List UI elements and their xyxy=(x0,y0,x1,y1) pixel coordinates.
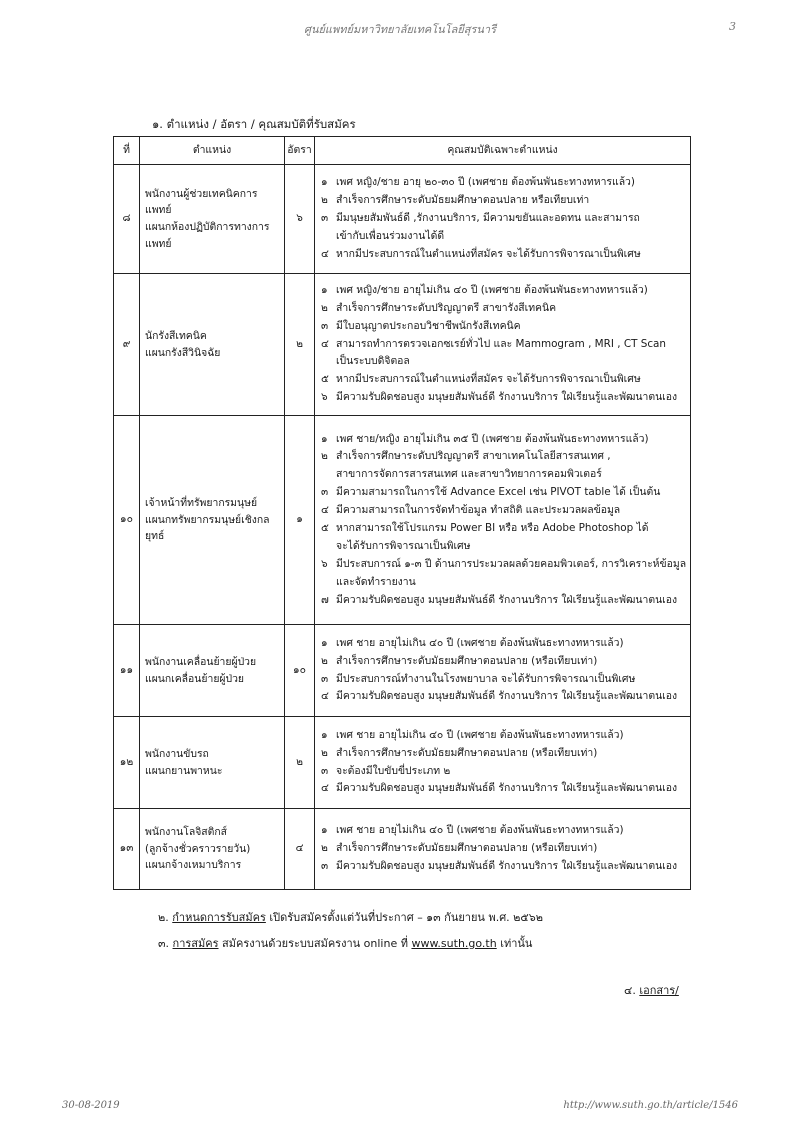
qualification-item xyxy=(321,556,686,574)
qualification-number: ๓ xyxy=(321,764,329,777)
qualification-number: ๒ xyxy=(321,301,328,314)
department-name: แผนกรังสีวินิจฉัย xyxy=(145,346,221,359)
position-name: นักรังสีเทคนิค xyxy=(145,329,207,342)
positions-table xyxy=(113,136,691,890)
qualification-number: ๔ xyxy=(321,504,329,517)
qualification-item xyxy=(321,300,686,318)
qualification-item xyxy=(321,210,686,228)
qualification-text: หากสามารถใช้โปรแกรม Power BI หรือ หรือ Adobe Photoshop ได้ xyxy=(336,522,649,534)
section-3-application xyxy=(158,934,532,952)
qualification-item xyxy=(321,592,686,610)
qualification-text: สำเร็จการศึกษาระดับปริญญาตรี สาขารังสีเทคนิค xyxy=(336,301,557,314)
qualification-number: ๔ xyxy=(321,337,329,350)
qualification-text: เข้ากับเพื่อนร่วมงานได้ดี xyxy=(336,229,445,242)
qualification-number: ๗ xyxy=(321,593,329,606)
rate-cell: ๒ xyxy=(285,274,315,416)
next-page-indicator xyxy=(624,981,679,999)
qualifications-cell xyxy=(315,274,691,416)
qualifications-cell xyxy=(315,625,691,717)
qualification-item xyxy=(321,780,686,798)
section-3-text: สมัครงานด้วยระบบสมัครงาน online ที่ xyxy=(218,937,412,950)
qualification-text: มีความรับผิดชอบสูง มนุษยสัมพันธ์ดี รักงานบริการ ใฝ่เรียนรู้และพัฒนาตนเอง xyxy=(336,391,678,404)
qualification-item xyxy=(321,466,686,484)
qualification-item xyxy=(321,574,686,592)
qualification-number: ๓ xyxy=(321,672,329,685)
table-row xyxy=(114,416,691,625)
row-number: ๘ xyxy=(114,165,140,274)
department-name: แผนกจ้างเหมาบริการ xyxy=(145,859,242,872)
qualification-text: สามารถทำการตรวจเอกซเรย์ทั่วไป และ Mammogram , MRI , CT Scan xyxy=(336,337,667,350)
qualification-text: และจัดทำรายงาน xyxy=(336,575,416,588)
qualification-number: ๔ xyxy=(321,690,329,703)
qualification-item xyxy=(321,653,686,671)
qualification-number: ๒ xyxy=(321,194,328,207)
position-cell xyxy=(140,416,285,625)
qualification-item xyxy=(321,763,686,781)
print-date: 30-08-2019 xyxy=(62,1100,120,1111)
position-name: พนักงานเคลื่อนย้ายผู้ป่วย xyxy=(145,655,257,668)
qualification-item xyxy=(321,688,686,706)
qualification-text: มีใบอนุญาตประกอบวิชาชีพนักรังสีเทคนิค xyxy=(336,319,521,332)
qualification-item xyxy=(321,448,686,466)
qualification-number: ๒ xyxy=(321,842,328,855)
position-name: เจ้าหน้าที่ทรัพยากรมนุษย์ xyxy=(145,497,258,510)
qualification-text: มีความสามารถในการใช้ Advance Excel เช่น PIVOT table ได้ เป็นต้น xyxy=(336,486,661,499)
qualification-number: ๒ xyxy=(321,746,328,759)
department-name: แผนกเคลื่อนย้ายผู้ป่วย xyxy=(145,672,245,685)
qualification-text: หากมีประสบการณ์ในตำแหน่งที่สมัคร จะได้รับการพิจารณาเป็นพิเศษ xyxy=(336,247,641,260)
qualification-item xyxy=(321,282,686,300)
qualifications-cell xyxy=(315,717,691,809)
section-2-schedule xyxy=(158,908,543,926)
qualification-text: มีความสามารถในการจัดทำข้อมูล ทำสถิติ และประมวลผลข้อมูล xyxy=(336,504,621,517)
qualification-item xyxy=(321,858,686,876)
qualification-item xyxy=(321,502,686,520)
qualification-item xyxy=(321,246,686,264)
qualification-text: เพศ ชาย อายุไม่เกิน ๔๐ ปี (เพศชาย ต้องพ้นพันธะทางทหารแล้ว) xyxy=(336,728,624,741)
qualification-number: ๔ xyxy=(321,782,329,795)
qualification-text: มีความรับผิดชอบสูง มนุษยสัมพันธ์ดี รักงานบริการ ใฝ่เรียนรู้และพัฒนาตนเอง xyxy=(336,782,678,795)
qualification-text: มีความรับผิดชอบสูง มนุษยสัมพันธ์ดี รักงานบริการ ใฝ่เรียนรู้และพัฒนาตนเอง xyxy=(336,859,678,872)
qualification-number: ๒ xyxy=(321,450,328,463)
page-number: 3 xyxy=(729,20,736,33)
qualification-text: เพศ หญิง/ชาย อายุ ๒๐-๓๐ ปี (เพศชาย ต้องพ้นพันธะทางทหารแล้ว) xyxy=(336,176,635,189)
row-number: ๑๒ xyxy=(114,717,140,809)
position-cell xyxy=(140,625,285,717)
qualification-text: สำเร็จการศึกษาระดับปริญญาตรี สาขาเทคโนโลยีสารสนเทศ , xyxy=(336,450,611,463)
department-name: แผนกห้องปฏิบัติการทางการแพทย์ xyxy=(145,221,270,250)
qualification-text: เพศ ชาย อายุไม่เกิน ๔๐ ปี (เพศชาย ต้องพ้นพันธะทางทหารแล้ว) xyxy=(336,636,624,649)
section-2-text: เปิดรับสมัครตั้งแต่วันที่ประกาศ – ๑๓ กันยายน พ.ศ. ๒๕๖๒ xyxy=(265,911,543,924)
qualification-number: ๓ xyxy=(321,319,329,332)
column-header-rate: อัตรา xyxy=(285,137,315,165)
qualification-text: สำเร็จการศึกษาระดับมัธยมศึกษาตอนปลาย หรือเทียบเท่า xyxy=(336,194,590,207)
qualification-item xyxy=(321,727,686,745)
qualification-number: ๖ xyxy=(321,557,328,570)
qualification-item xyxy=(321,192,686,210)
qualification-number: ๑ xyxy=(321,824,328,837)
column-header-position: ตำแหน่ง xyxy=(140,137,285,165)
qualification-text: มีประสบการณ์ ๑-๓ ปี ด้านการประมวลผลด้วยคอมพิวเตอร์, การวิเคราะห์ข้อมูล xyxy=(336,557,686,570)
position-name: พนักงานผู้ช่วยเทคนิคการแพทย์ xyxy=(145,187,258,217)
qualification-text: มีมนุษยสัมพันธ์ดี ,รักงานบริการ, มีความขยันและอดทน และสามารถ xyxy=(336,212,640,225)
qualification-text: จะได้รับการพิจารณาเป็นพิเศษ xyxy=(336,539,471,552)
qualification-text: สำเร็จการศึกษาระดับมัธยมศึกษาตอนปลาย (หรือเทียบเท่า) xyxy=(336,746,598,759)
qualification-number: ๓ xyxy=(321,212,329,225)
rate-cell: ๖ xyxy=(285,165,315,274)
qualification-number: ๕ xyxy=(321,522,329,534)
qualification-item xyxy=(321,745,686,763)
row-number: ๑๐ xyxy=(114,416,140,625)
section-2-number: ๒. xyxy=(158,911,169,924)
rate-cell: ๑๐ xyxy=(285,625,315,717)
qualification-item xyxy=(321,484,686,502)
qualification-text: มีความรับผิดชอบสูง มนุษยสัมพันธ์ดี รักงานบริการ ใฝ่เรียนรู้และพัฒนาตนเอง xyxy=(336,690,678,703)
qualification-number: ๕ xyxy=(321,373,329,386)
qualification-item xyxy=(321,228,686,246)
rate-cell: ๔ xyxy=(285,809,315,890)
table-row xyxy=(114,717,691,809)
table-row xyxy=(114,165,691,274)
qualification-text: หากมีประสบการณ์ในตำแหน่งที่สมัคร จะได้รับการพิจารณาเป็นพิเศษ xyxy=(336,373,641,386)
row-number: ๑๓ xyxy=(114,809,140,890)
qualification-item xyxy=(321,840,686,858)
qualification-item xyxy=(321,371,686,389)
rate-cell: ๑ xyxy=(285,416,315,625)
table-header-row xyxy=(114,137,691,165)
rate-cell: ๒ xyxy=(285,717,315,809)
qualifications-cell xyxy=(315,165,691,274)
document-header-title: ศูนย์แพทย์มหาวิทยาลัยเทคโนโลยีสุรนารี xyxy=(303,23,497,36)
qualification-item xyxy=(321,336,686,354)
qualification-item xyxy=(321,822,686,840)
next-section-label: เอกสาร/ xyxy=(639,984,679,997)
qualification-text: มีความรับผิดชอบสูง มนุษยสัมพันธ์ดี รักงานบริการ ใฝ่เรียนรู้และพัฒนาตนเอง xyxy=(336,593,678,606)
qualification-number: ๑ xyxy=(321,176,328,189)
qualification-text: สาขาการจัดการสารสนเทศ และสาขาวิทยาการคอมพิวเตอร์ xyxy=(336,468,602,481)
qualification-item xyxy=(321,671,686,689)
qualification-item xyxy=(321,431,686,449)
row-number: ๙ xyxy=(114,274,140,416)
section-3-tail: เท่านั้น xyxy=(496,937,533,950)
source-url[interactable]: http://www.suth.go.th/article/1546 xyxy=(563,1100,738,1111)
table-row xyxy=(114,625,691,717)
qualification-number: ๑ xyxy=(321,283,328,296)
department-name: แผนกยานพาหนะ xyxy=(145,764,223,777)
qualification-number: ๒ xyxy=(321,654,328,667)
position-name: พนักงานขับรถ xyxy=(145,747,209,760)
qualification-number: ๖ xyxy=(321,391,328,404)
qualification-text: เพศ หญิง/ชาย อายุไม่เกิน ๔๐ ปี (เพศชาย ต้องพ้นพันธะทางทหารแล้ว) xyxy=(336,283,648,296)
position-name: (ลูกจ้างชั่วคราวรายวัน) xyxy=(145,842,251,855)
qualification-text: มีประสบการณ์ทำงานในโรงพยาบาล จะได้รับการพิจารณาเป็นพิเศษ xyxy=(336,672,636,685)
qualification-number: ๑ xyxy=(321,636,328,649)
application-website-link[interactable]: www.suth.go.th xyxy=(411,937,497,950)
qualification-item xyxy=(321,353,686,371)
section-3-label: การสมัคร xyxy=(172,937,219,950)
qualification-item xyxy=(321,538,686,556)
column-header-qualifications: คุณสมบัติเฉพาะตำแหน่ง xyxy=(315,137,691,165)
qualifications-cell xyxy=(315,809,691,890)
qualification-text: สำเร็จการศึกษาระดับมัธยมศึกษาตอนปลาย (หรือเทียบเท่า) xyxy=(336,654,598,667)
qualification-text: เพศ ชาย/หญิง อายุไม่เกิน ๓๕ ปี (เพศชาย ต้องพ้นพันธะทางทหารแล้ว) xyxy=(336,432,649,445)
qualification-item xyxy=(321,389,686,407)
table-row xyxy=(114,274,691,416)
position-cell xyxy=(140,717,285,809)
qualification-number: ๔ xyxy=(321,247,329,260)
section-3-number: ๓. xyxy=(158,937,170,950)
row-number: ๑๑ xyxy=(114,625,140,717)
section-2-label: กำหนดการรับสมัคร xyxy=(172,911,266,924)
section-1-title: ๑. ตำแหน่ง / อัตรา / คุณสมบัติที่รับสมัคร xyxy=(152,117,356,131)
position-cell xyxy=(140,274,285,416)
qualification-item xyxy=(321,520,686,538)
qualifications-cell xyxy=(315,416,691,625)
positions-table-body xyxy=(114,165,691,890)
column-header-no: ที่ xyxy=(114,137,140,165)
next-section-number: ๔. xyxy=(624,984,640,997)
qualification-text: เป็นระบบดิจิตอล xyxy=(336,355,410,368)
qualification-text: เพศ ชาย อายุไม่เกิน ๔๐ ปี (เพศชาย ต้องพ้นพันธะทางทหารแล้ว) xyxy=(336,824,624,837)
position-cell xyxy=(140,165,285,274)
qualification-number: ๑ xyxy=(321,728,328,741)
qualification-text: จะต้องมีใบขับขี่ประเภท ๒ xyxy=(336,764,451,777)
qualification-item xyxy=(321,318,686,336)
position-name: พนักงานโลจิสติกส์ xyxy=(145,826,228,839)
position-cell xyxy=(140,809,285,890)
table-row xyxy=(114,809,691,890)
qualification-text: สำเร็จการศึกษาระดับมัธยมศึกษาตอนปลาย (หรือเทียบเท่า) xyxy=(336,842,598,855)
qualification-item xyxy=(321,635,686,653)
department-name: แผนกทรัพยากรมนุษย์เชิงกลยุทธ์ xyxy=(145,513,270,543)
qualification-number: ๓ xyxy=(321,486,329,499)
qualification-item xyxy=(321,174,686,192)
qualification-number: ๑ xyxy=(321,432,328,445)
qualification-number: ๓ xyxy=(321,859,329,872)
